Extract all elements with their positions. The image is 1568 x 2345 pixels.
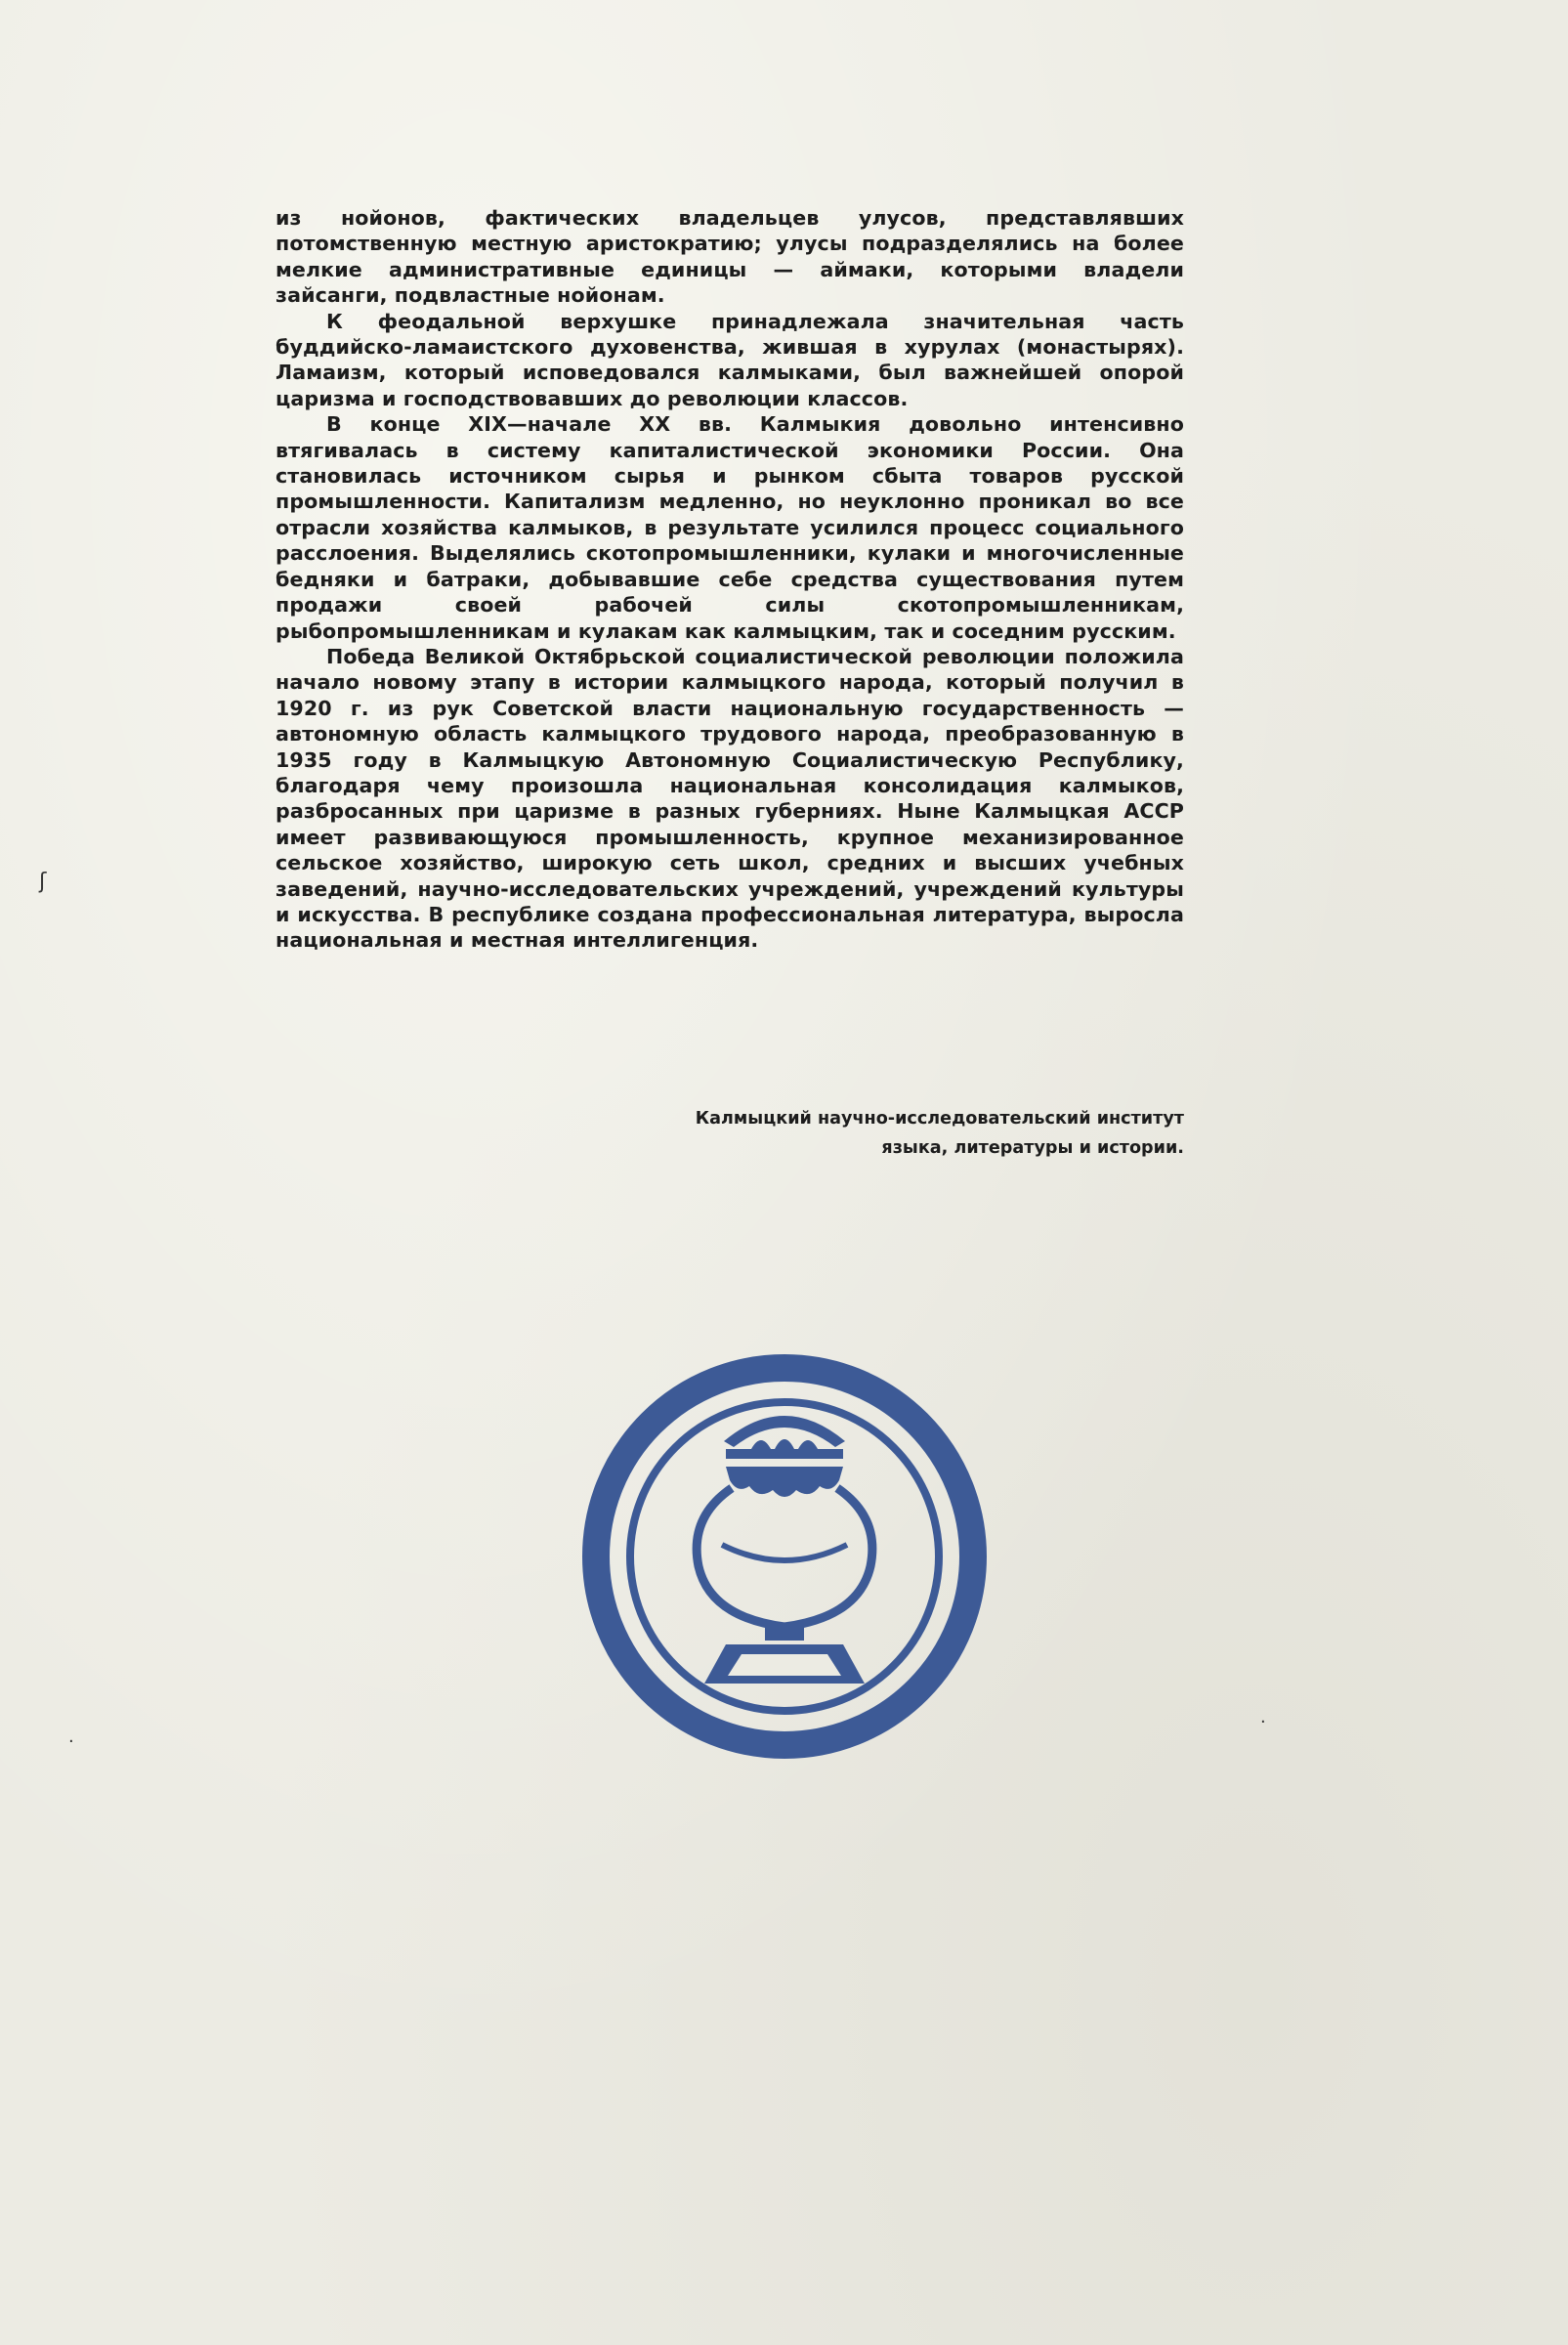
institute-signature: [684, 1104, 1184, 1163]
paragraph-2: К феодальной верхушке принадлежала значительная часть буддийско-ламаистского духовенства, жившая в хурулах (монастырях). Ламаизм, который исповедовался калмыками, был важнейшей опорой царизма и господствовавших до революции классов.: [275, 309, 1184, 410]
paragraph-3: В конце XIX—начале XX вв. Калмыкия довольно интенсивно втягивалась в систему капиталистической экономики России. Она становилась источником сырья и рынком сбыта товаров русской промышленности. Капитализм медленно, но неуклонно проникал во все отрасли хозяйства калмыков, в результате усилился процесс социального расслоения. Выделялись скотопромышленники, кулаки и многочисленные бедняки и батраки, добывавшие себе средства существования путем продажи своей рабочей силы скотопромышленникам, рыбопромышленникам и кулакам как калмыцким, так и соседним русским.: [275, 412, 1184, 643]
signature-line-2: языка, литературы и истории.: [881, 1138, 1184, 1158]
body-text: [275, 205, 1184, 954]
emblem-svg: [579, 1351, 990, 1762]
signature-line-1: Калмыцкий научно-исследовательский институт: [695, 1109, 1184, 1129]
vessel-emblem-icon: [579, 1351, 990, 1762]
paragraph-4: Победа Великой Октябрьской социалистической революции положила начало новому этапу в истории калмыцкого народа, который получил в 1920 г. из рук Советской власти национальную государственность — автономную область калмыцкого трудового народа, преобразованную в 1935 году в Калмыцкую Автономную Социалистическую Республику, благодаря чему произошла национальная консолидация калмыков, разбросанных при царизме в разных губерниях. Ныне Калмыцкая АССР имеет развивающуюся промышленность, крупное механизированное сельское хозяйство, широкую сеть школ, средних и высших учебных заведений, научно-исследовательских учреждений, учреждений культуры и искусства. В республике создана профессиональная литература, выросла национальная и местная интеллигенция.: [275, 644, 1184, 953]
paper-speck: ·: [68, 1731, 74, 1752]
paper-speck: ·: [1260, 1712, 1266, 1732]
paper-speck: ʃ: [39, 870, 47, 894]
paragraph-1: из нойонов, фактических владельцев улусов, представлявших потомственную местную аристократию; улусы подразделялись на более мелкие административные единицы — аймаки, которыми владели зайсанги, подвластные нойонам.: [275, 206, 1184, 308]
